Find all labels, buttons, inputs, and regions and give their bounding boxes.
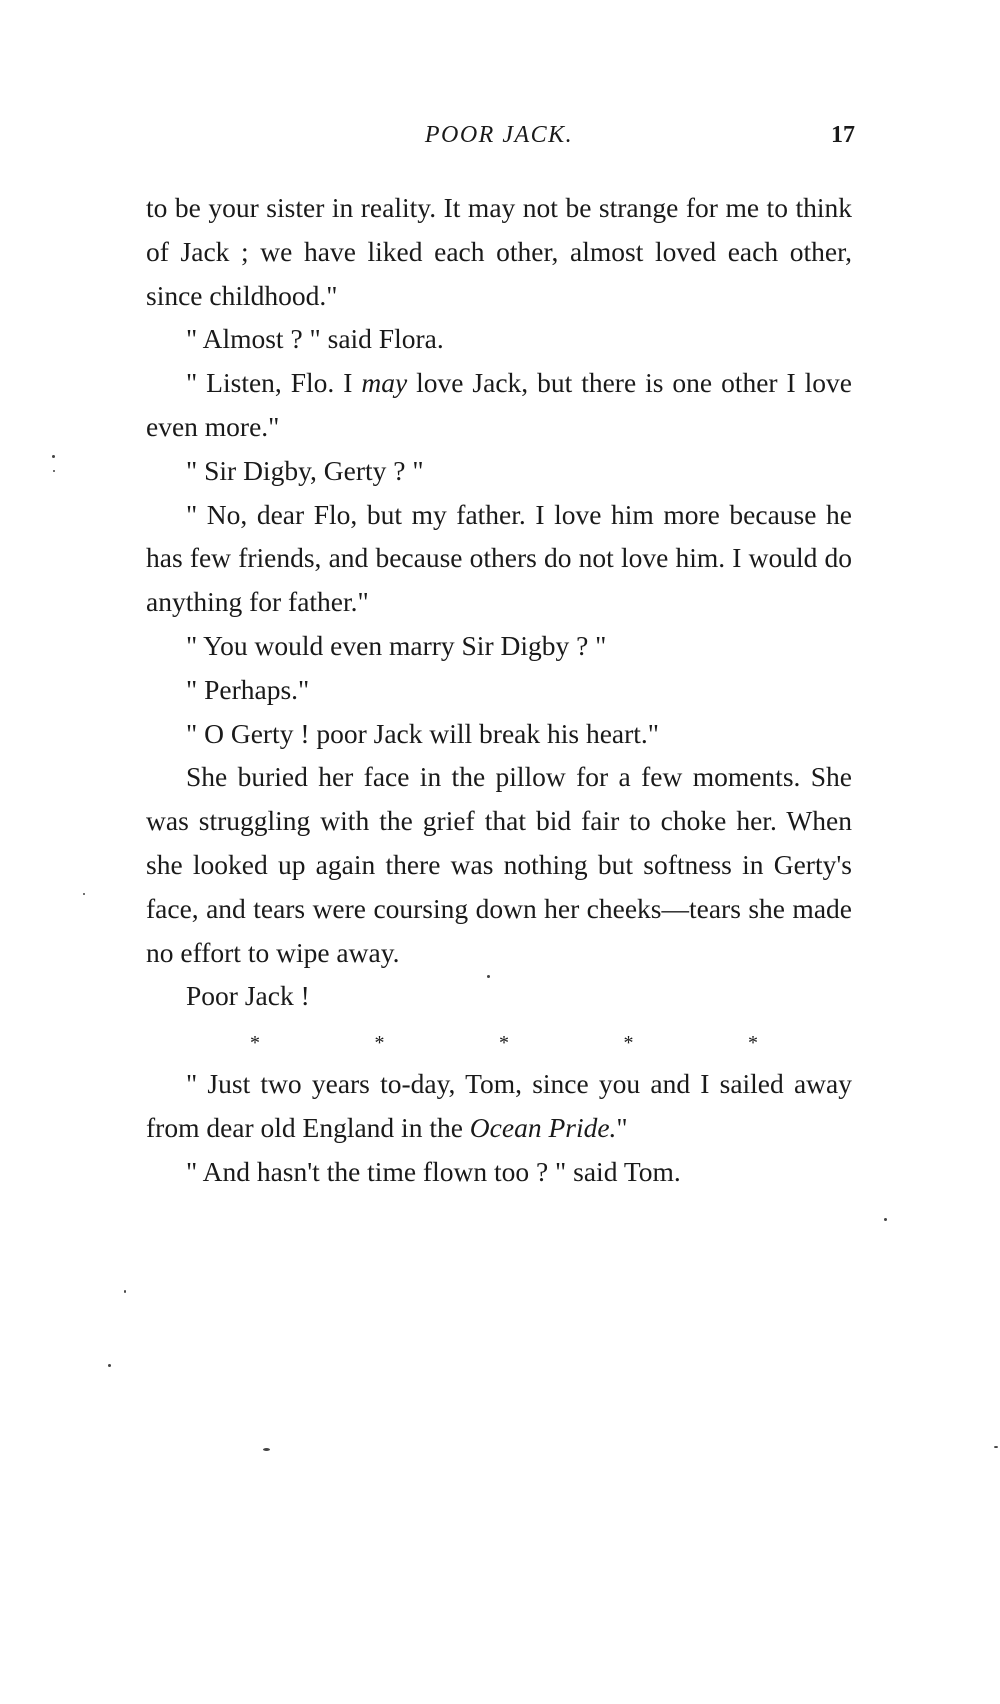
paragraph: Poor Jack ! <box>186 980 310 1012</box>
scan-speck <box>108 1364 111 1367</box>
paragraph: to be your sister in reality. It may not be strange for me to think of Jack ; we have liked each other, almost loved each other, since childhood." <box>146 192 852 311</box>
asterisk: * <box>250 1032 260 1055</box>
paragraph: She buried her face in the pillow for a few moments. She was struggling with the grief that bid fair to choke her. When she looked up again there was nothing but softness in Gerty's face, and tears were coursing down her cheeks—tears she made no effort to wipe away. <box>146 761 852 968</box>
paragraph: " Sir Digby, Gerty ? " <box>186 454 424 486</box>
scan-speck <box>83 893 85 895</box>
body-text <box>146 186 852 1193</box>
running-title: POOR JACK. <box>424 122 574 148</box>
scan-speck <box>884 1218 887 1221</box>
scan-speck <box>53 470 55 472</box>
paragraph: " O Gerty ! poor Jack will break his heart." <box>186 717 660 749</box>
scan-speck <box>994 1446 998 1448</box>
paragraph: " Almost ? " said Flora. <box>186 323 444 355</box>
paragraph: " Just two years to-day, Tom, since you and I sailed away from dear old England in the Ocean Pride." <box>146 1067 852 1143</box>
scan-speck <box>487 975 490 978</box>
emphasis: Ocean Pride. <box>469 1111 617 1143</box>
paragraph: " And hasn't the time flown too ? " said Tom. <box>186 1155 681 1187</box>
asterisk: * <box>748 1032 758 1055</box>
page-number: 17 <box>831 122 855 148</box>
asterisk: * <box>374 1032 385 1055</box>
asterisk: * <box>499 1032 509 1055</box>
scan-speck <box>124 1290 126 1293</box>
scan-speck <box>52 455 55 458</box>
scan-speck <box>263 1448 270 1451</box>
section-break <box>146 1018 852 1062</box>
paragraph: " No, dear Flo, but my father. I love him more because he has few friends, and because others do not love him. I would do anything for father." <box>146 498 852 618</box>
paragraph: " Perhaps." <box>186 673 310 705</box>
paragraph: " You would even marry Sir Digby ? " <box>186 629 607 661</box>
running-header <box>145 118 853 158</box>
paragraph: " Listen, Flo. I may love Jack, but there is one other I love even more." <box>146 367 852 442</box>
emphasis: may <box>361 367 408 399</box>
asterisk: * <box>623 1032 634 1055</box>
